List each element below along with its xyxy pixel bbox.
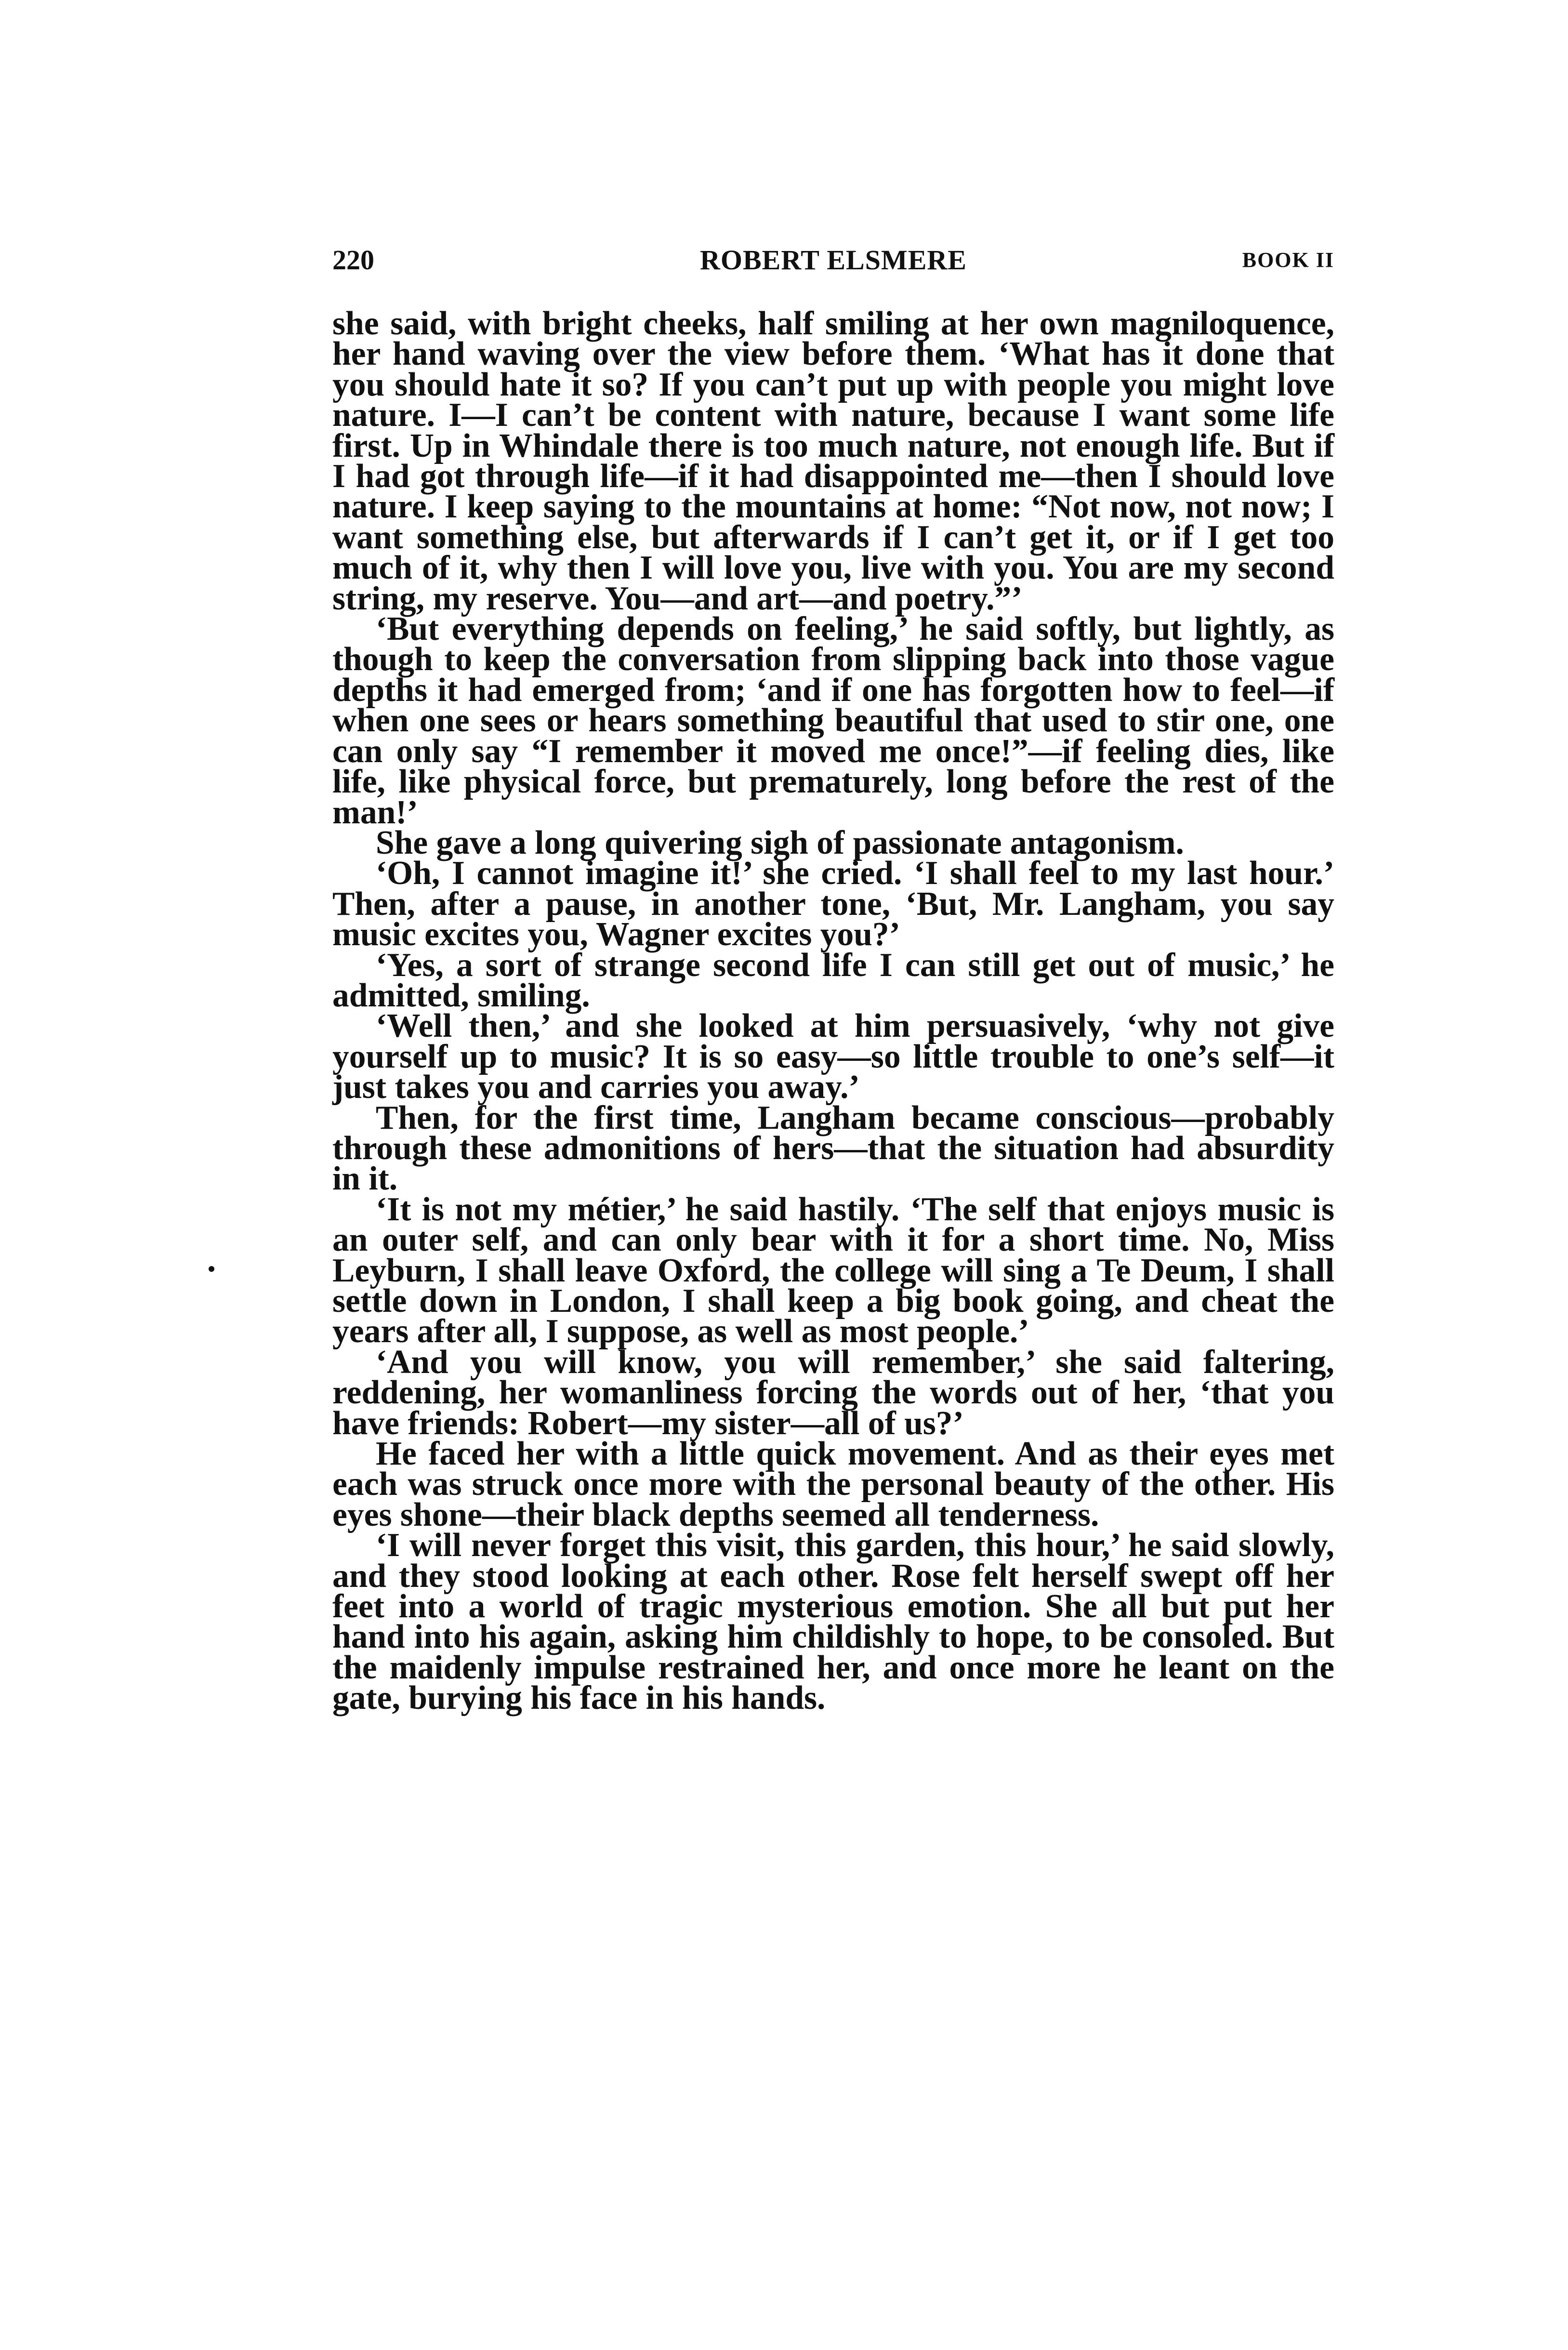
paragraph: ‘I will never forget this visit, this garden, this hour,’ he said slowly, and they stood looking at each other. Rose felt herself swept off her feet into a world of tragic mysterious emotion. She all but put her hand into his again, asking him childishly to hope, to be consoled. But the maidenly impulse restrained her, and once more he leant on the gate, burying his face in his hands. xyxy=(332,1527,1334,1717)
paragraph: ‘But everything depends on feeling,’ he said softly, but lightly, as though to keep the conversation from slipping back into those vague depths it had emerged from; ‘and if one has forgotten how to feel—if when one sees or hears something beautiful that used to stir one, one can only say “I remember it moved me once!”—if feeling dies, like life, like physical force, but prematurely, long before the rest of the man!’ xyxy=(332,610,1334,831)
page-number: 220 xyxy=(332,244,374,276)
paragraph: Then, for the first time, Langham became conscious—probably through these admonitions of hers—that the situation had absurdity in it. xyxy=(332,1099,1334,1198)
paragraph: ‘And you will know, you will remember,’ she said faltering, reddening, her womanliness forcing the words out of her, ‘that you have friends: Robert—my sister—all of us?’ xyxy=(332,1343,1334,1442)
paragraph: she said, with bright cheeks, half smiling at her own magniloquence, her hand waving over the view before them. ‘What has it done that you should hate it so? If you can’t put up with people you might love nature. I—I can’t be content with nature, because I want some life first. Up in Whindale there is too much nature, not enough life. But if I had got through life—if it had disappointed me—then I should love nature. I keep saying to the mountains at home: “Not now, not now; I want something else, but afterwards if I can’t get it, or if I get too much of it, why then I will love you, live with you. You are my second string, my reserve. You—and art—and poetry.”’ xyxy=(332,305,1334,617)
paragraph: She gave a long quivering sigh of passionate antagonism. xyxy=(376,824,1184,861)
running-header xyxy=(332,241,1334,279)
paragraph: ‘It is not my métier,’ he said hastily. ‘The self that enjoys music is an outer self, and can only bear with it for a short time. No, Miss Leyburn, I shall leave Oxford, the college will sing a Te Deum, I shall settle down in London, I shall keep a big book going, and cheat the years after all, I suppose, as well as most people.’ xyxy=(332,1190,1334,1350)
paragraph: He faced her with a little quick movement. And as their eyes met each was struck once more with the personal beauty of the other. His eyes shone—their black depths seemed all tenderness. xyxy=(332,1435,1334,1533)
paragraph: ‘Yes, a sort of strange second life I can still get out of music,’ he admitted, smiling. xyxy=(332,946,1334,1014)
running-title: ROBERT ELSMERE xyxy=(700,244,967,276)
paragraph: ‘Well then,’ and she looked at him persuasively, ‘why not give yourself up to music? It is so easy—so little trouble to one’s self—it just takes you and carries you away.’ xyxy=(332,1007,1334,1106)
margin-dot xyxy=(209,1266,214,1272)
body-text xyxy=(332,305,1334,1717)
book-label: BOOK II xyxy=(1242,248,1334,272)
paragraph: ‘Oh, I cannot imagine it!’ she cried. ‘I shall feel to my last hour.’ Then, after a pause, in another tone, ‘But, Mr. Langham, you say music excites you, Wagner excites you?’ xyxy=(332,855,1334,953)
